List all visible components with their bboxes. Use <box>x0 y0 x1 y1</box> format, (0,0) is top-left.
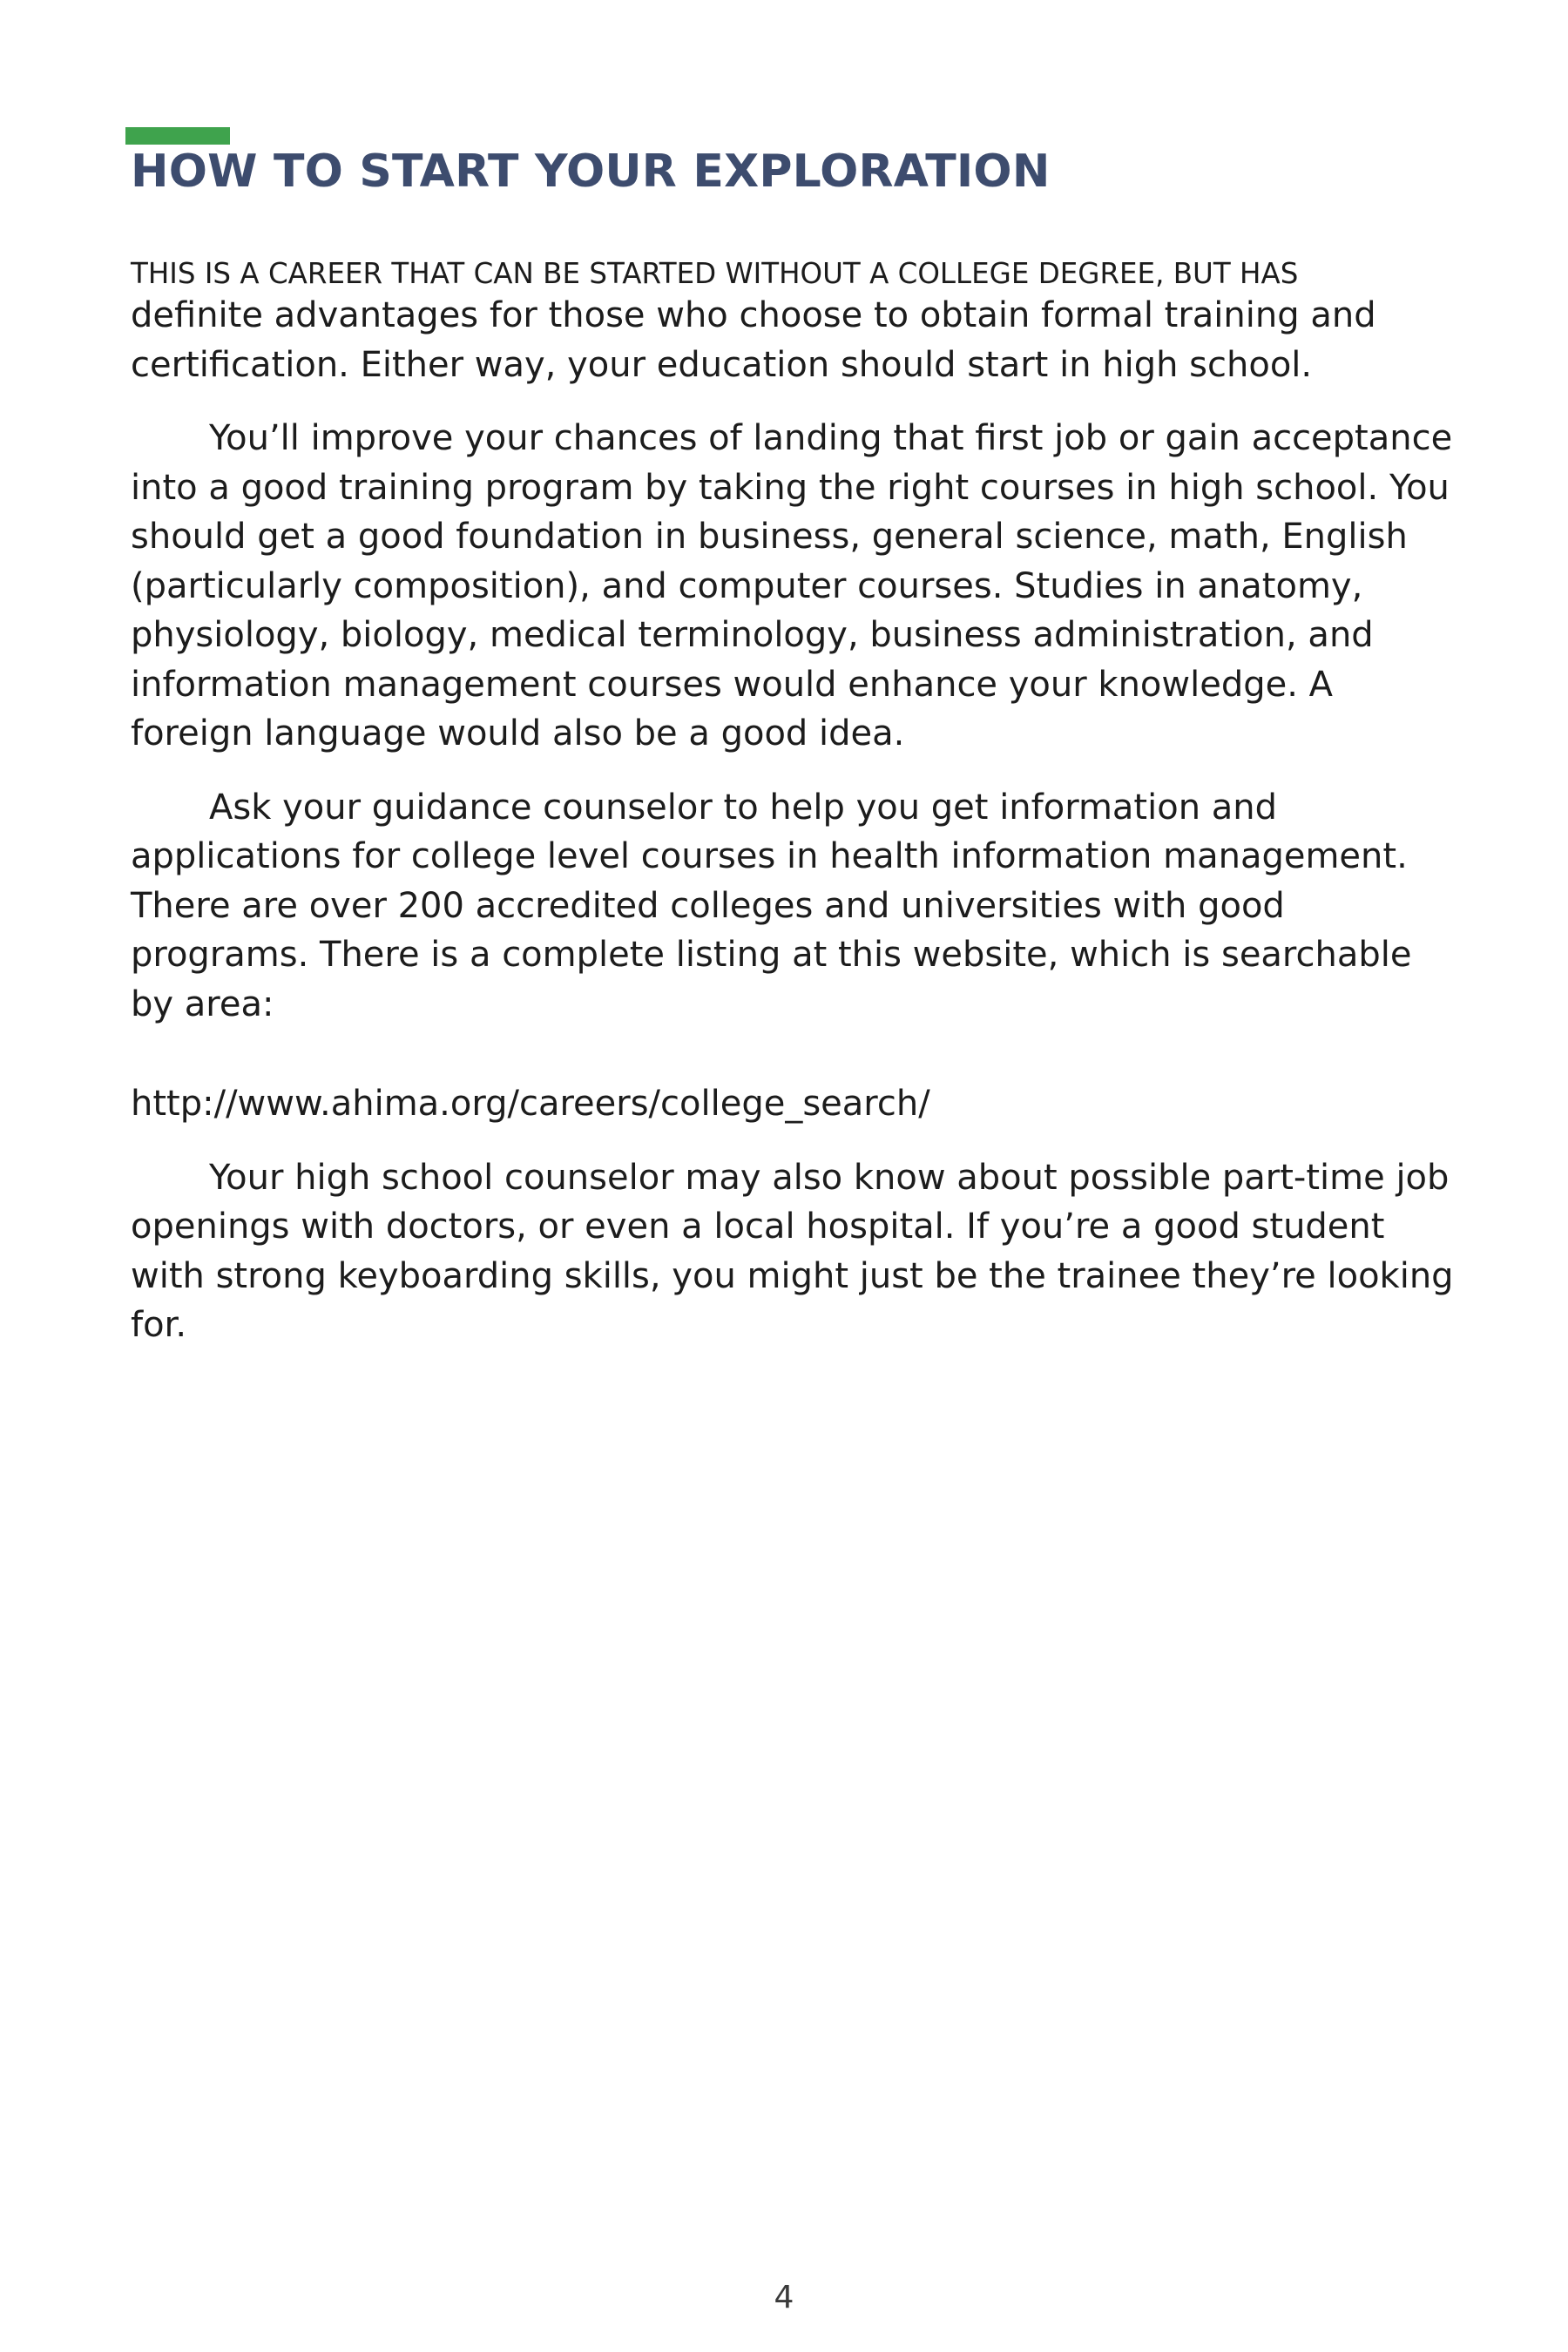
page-number: 4 <box>774 2280 794 2315</box>
paragraph-intro-rest: definite advantages for those who choose to obtain formal training and certification. Either way, your education should start in high school. <box>131 295 1376 385</box>
paragraph-part-time-jobs: Your high school counselor may also know about possible part-time job openings with doctors, or even a local hospital. If you’re a good student with strong keyboarding skills, you might just be the trainee they’re looking for. <box>131 1157 1454 1345</box>
website-url: http://www.ahima.org/careers/college_search/ <box>131 1084 930 1124</box>
paragraph-intro <box>131 249 1455 389</box>
section-heading: HOW TO START YOUR EXPLORATION <box>131 145 1051 198</box>
paragraph-courses: You’ll improve your chances of landing that first job or gain acceptance into a good training program by taking the right courses in high school. You should get a good foundation in business, general science, math, English (particularly composition), and computer courses. Studies in anatomy, physiology, biology, medical terminology, business administration, and information management courses would enhance your knowledge. A foreign language would also be a good idea. <box>131 418 1453 754</box>
paragraph-intro-smallcaps-lead: THIS IS A CAREER THAT CAN BE STARTED WITHOUT A COLLEGE DEGREE, BUT HAS <box>131 257 1299 290</box>
body-text <box>131 249 1455 1375</box>
paragraph-counselor: Ask your guidance counselor to help you get information and applications for college level courses in health information management. There are over 200 accredited colleges and universities with good programs. There is a complete listing at this website, which is searchable by area: <box>131 787 1412 1024</box>
